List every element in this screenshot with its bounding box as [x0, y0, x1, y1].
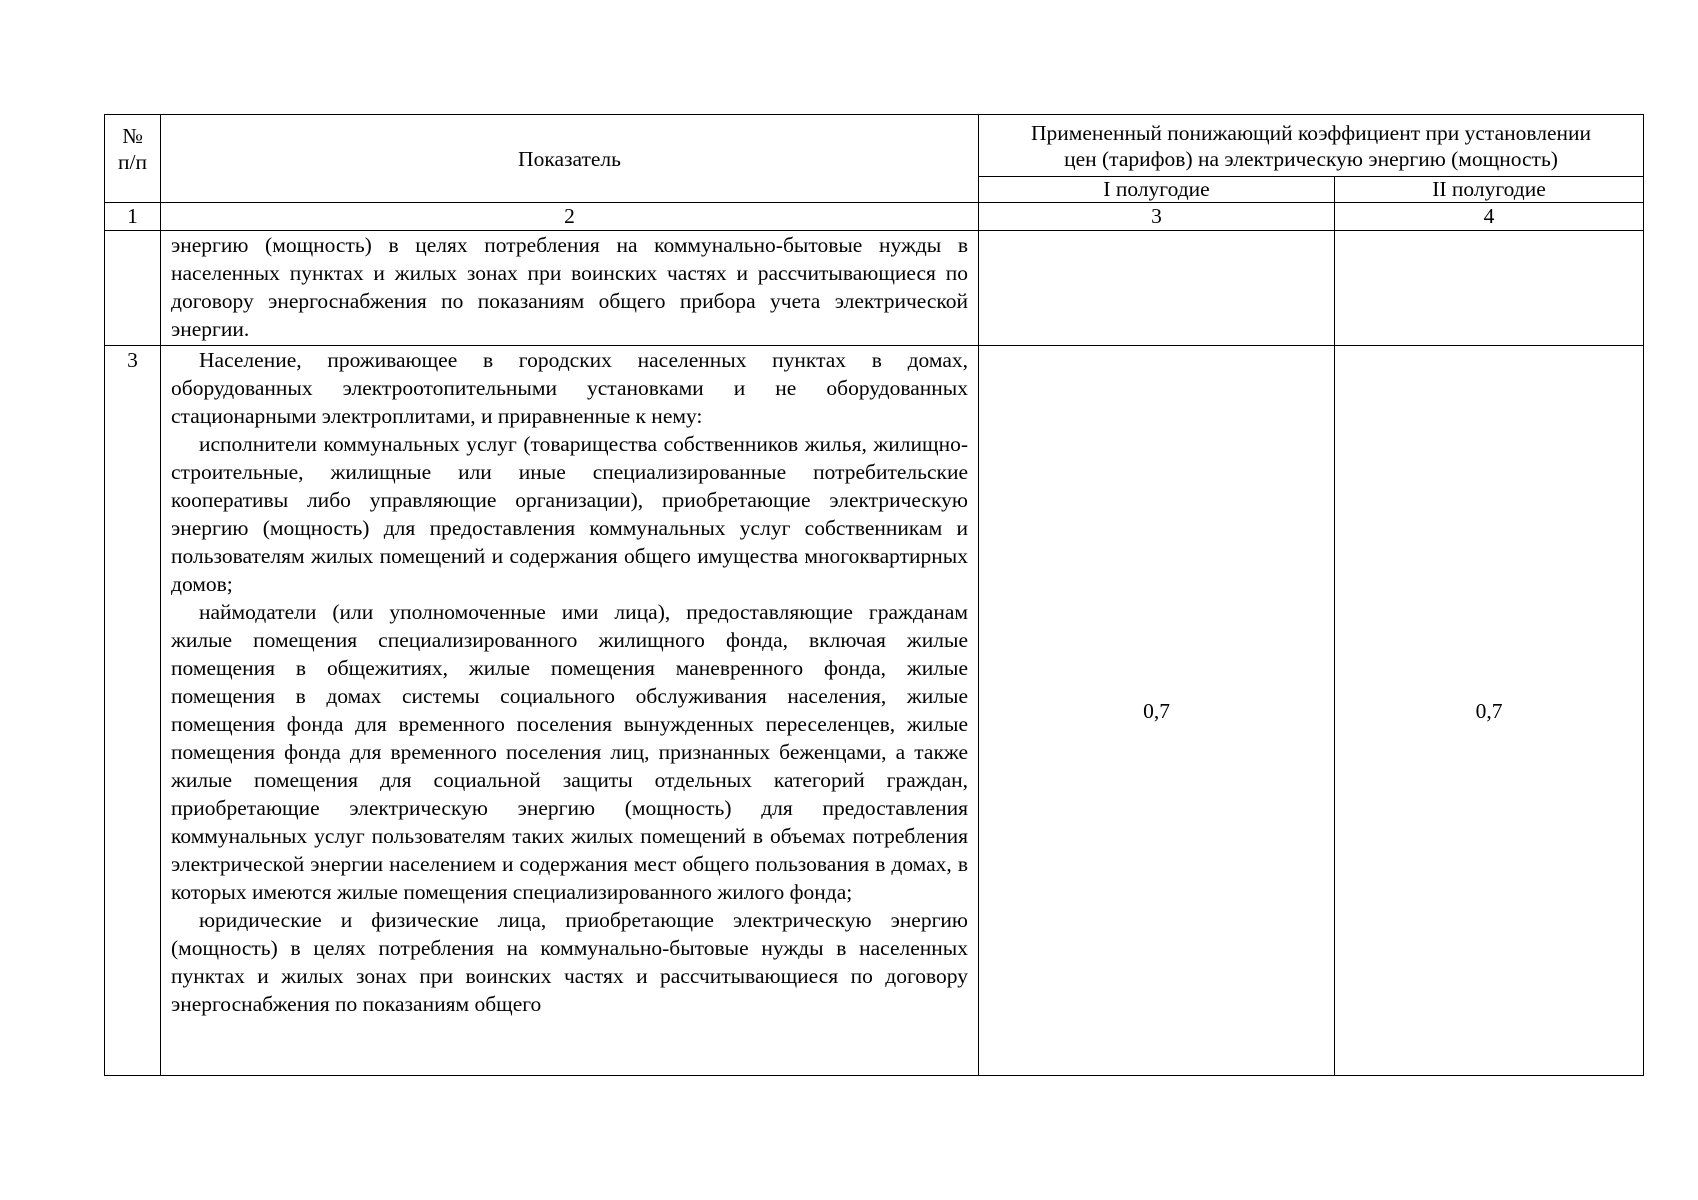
row-paragraph: юридические и физические лица, приобретающие электрическую энергию (мощность) в целях потребления на коммунально-бытовые нужды в населенных пунктах и жилых зонах при воинских частях и рассчитывающиеся по договору энергоснабжения по показаниям общего — [171, 908, 968, 1016]
row-number-cell: 3 — [105, 346, 161, 1076]
row-half1-value: 0,7 — [979, 346, 1335, 1076]
table-row — [105, 346, 1644, 1076]
column-number-2: 2 — [161, 203, 979, 231]
row-half2-value — [1335, 231, 1644, 346]
tariff-coefficient-table — [104, 114, 1644, 1076]
row-indicator-cell — [161, 231, 979, 346]
header-coefficient-cell — [979, 115, 1644, 177]
row-paragraph: Население, проживающее в городских населенных пунктах в домах, оборудованных электроотопительными установками и не оборудованных стационарными электроплитами, и приравненные к нему: — [171, 348, 968, 428]
header-num-abbrev: п/п — [118, 150, 147, 174]
header-half1-cell — [979, 177, 1335, 203]
row-number-cell — [105, 231, 161, 346]
row-half2-value: 0,7 — [1335, 346, 1644, 1076]
header-num-cell — [105, 115, 161, 203]
header-indicator-label: Показатель — [518, 146, 621, 171]
header-indicator-cell — [161, 115, 979, 203]
row-paragraph: энергию (мощность) в целях потребления на коммунально-бытовые нужды в населенных пунктах и жилых зонах при воинских частях и рассчитывающиеся по договору энергоснабжения по показаниям общего прибора учета электрической энергии. — [171, 233, 968, 341]
column-number-1: 1 — [105, 203, 161, 231]
row-indicator-cell — [161, 346, 979, 1076]
header-coefficient-line1: Примененный понижающий коэффициент при установлении — [1030, 120, 1592, 145]
table-row — [105, 231, 1644, 346]
header-half2-cell — [1335, 177, 1644, 203]
column-number-4: 4 — [1335, 203, 1644, 231]
header-coefficient-line2: цен (тарифов) на электрическую энергию (мощность) — [1064, 146, 1558, 171]
row-paragraph: исполнители коммунальных услуг (товарищества собственников жилья, жилищно-строительные, жилищные или иные специализированные потребительские кооперативы либо управляющие организации), приобретающие электрическую энергию (мощность) для предоставления коммунальных услуг собственникам и пользователям жилых помещений и содержания общего имущества многоквартирных домов; — [171, 432, 968, 596]
row-paragraph: наймодатели (или уполномоченные ими лица), предоставляющие гражданам жилые помещения специализированного жилищного фонда, включая жилые помещения в общежитиях, жилые помещения маневренного фонда, жилые помещения в домах системы социального обслуживания населения, жилые помещения фонда для временного поселения вынужденных переселенцев, жилые помещения фонда для временного поселения лиц, признанных беженцами, а также жилые помещения для социальной защиты отдельных категорий граждан, приобретающие электрическую энергию (мощность) для предоставления коммунальных услуг пользователям таких жилых помещений в объемах потребления электрической энергии населением и содержания мест общего пользования в домах, в которых имеются жилые помещения специализированного жилого фонда; — [171, 600, 968, 904]
header-row-1 — [105, 115, 1644, 177]
header-half1-label: I полугодие — [1103, 177, 1210, 201]
header-half2-label: II полугодие — [1432, 177, 1546, 201]
column-number-3: 3 — [979, 203, 1335, 231]
header-num-symbol: № — [122, 124, 143, 148]
column-number-row — [105, 203, 1644, 231]
row-half1-value — [979, 231, 1335, 346]
